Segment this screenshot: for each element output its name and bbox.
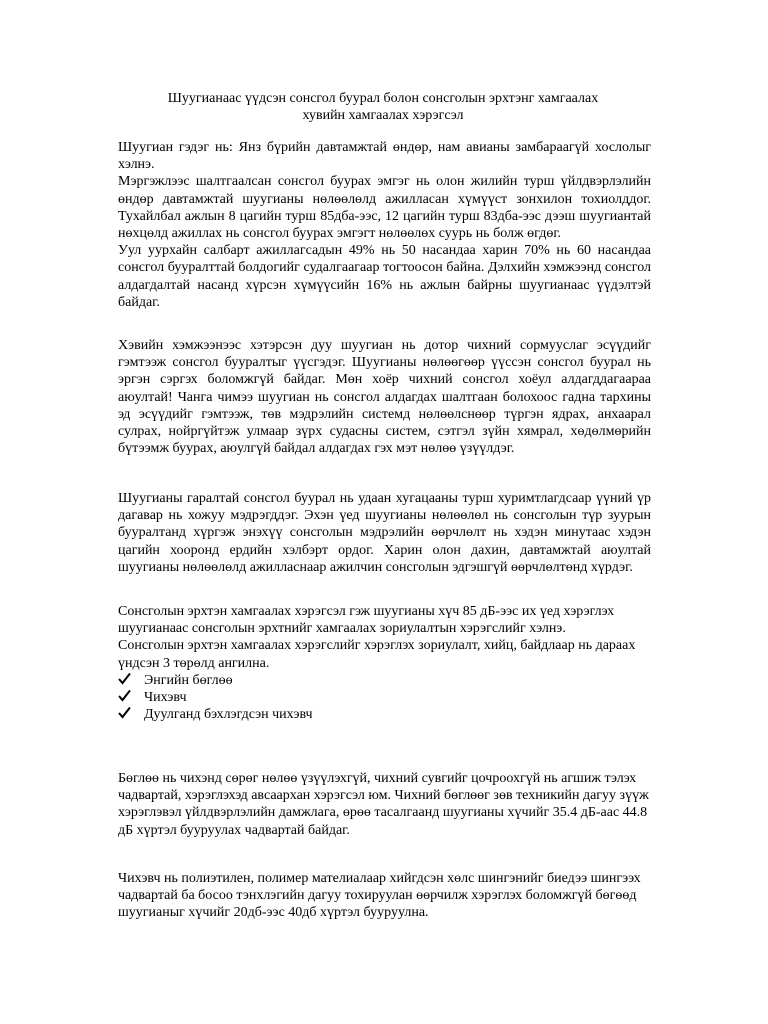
check-icon — [118, 689, 132, 707]
list-item — [118, 706, 651, 723]
paragraph-statistics: Уул уурхайн салбарт ажиллагсадын 49% нь 50 насандаа харин 70% нь 60 насандаа сонсгол бууралттай болдогийг судалгаагаар тогтоосон байна. Дэлхийн хэмжээнд сонсгол алдагдалтай насанд хүрсэн хүмүүсийн 16% нь ажлын байрны шуугианаас үүдэлтэй байдаг. — [118, 243, 651, 310]
list-item — [118, 672, 651, 689]
title-line-1: Шуугианаас үүдсэн сонсгол буурал болон сонсголын эрхтэнг хамгаалах — [167, 91, 599, 106]
section-earmuffs — [118, 870, 651, 922]
list-item-label: Чихэвч — [144, 690, 187, 706]
list-item-label: Дуулганд бэхлэгдсэн чихэвч — [144, 707, 313, 723]
title-line-2: хувийн хамгаалах хэрэгсэл — [302, 108, 464, 124]
protection-type-list — [118, 672, 651, 724]
paragraph-earplugs: Бөглөө нь чихэнд сөрөг нөлөө үзүүлэхгүй, чихний сувгийг цочроохгүй нь агшиж тэлэх чадвартай, хэрэглэхэд авсаархан хэрэгсэл юм. Чихний бөглөөг зөв техникийн дагуу зүүж хэрэглэвэл үйлдвэрлэлийн дамжлага, өрөө тасалгаанд шуугианы хүчийг 35.4 дБ-аас 44.8 дБ хүртэл бууруулах чадвартай байдаг. — [118, 771, 649, 838]
section-earplugs — [118, 770, 651, 839]
section-protection — [118, 603, 651, 723]
paragraph-protection-definition: Сонсголын эрхтэн хамгаалах хэрэгсэл гэж шуугианы хүч 85 дБ-ээс их үед хэрэглэх шуугианаас сонсголын эрхтнийг хамгаалах зориулалтын хэрэгслийг хэлнэ. — [118, 604, 615, 637]
paragraph-occupational: Мэргэжлээс шалтгаалсан сонсгол буурах эмгэг нь олон жилийн турш үйлдвэрлэлийн өндөр давтамжтай шуугианы нөлөөлөлд ажилласан хүмүүст зонхилон тохиолддог. Тухайлбал ажлын 8 цагийн турш 85дба-ээс, 12 цагийн турш 83дба-ээс дээш шуугиантай нөхцөлд ажиллах нь сонсгол буурах эмгэгт нөлөөлөх суурь нь болж өгдөг. — [118, 174, 651, 242]
list-item — [118, 689, 651, 706]
section-definition — [118, 139, 651, 311]
section-progression — [118, 490, 651, 576]
paragraph-classification: Сонсголын эрхтэн хамгаалах хэрэгслийг хэрэглэх зориулалт, хийц, байдлаар нь дараах үндсэн 3 төрөлд ангилна. — [118, 638, 636, 671]
paragraph-effects: Хэвийн хэмжээнээс хэтэрсэн дуу шуугиан нь дотор чихний сормууслаг эсүүдийг гэмтээж сонсгол бууралтыг үүсгэдэг. Шуугианы нөлөөгөөр үүссэн сонсгол буурал нь эргэн сэргэх боломжгүй байдаг. Мөн хоёр чихний сонсгол хоёул алдагддагаараа аюултай! Чанга чимээ шуугиан нь сонсгол алдагдах шалтгаан болохоос гадна тархины эд эсүүдийг гэмтээж, төв мэдрэлийн системд нөлөөлснөөр түргэн ядрах, анхаарал сулрах, нойргүйтэж улмаар зүрх судасны систем, сэтгэл зүйн хямрал, хөдөлмөрийн бүтээмж буурах, аюулгүй байдал алдагдах гэх мэт нөлөө үзүүлдэг. — [118, 338, 651, 457]
paragraph-definition: Шуугиан гэдэг нь: Янз бүрийн давтамжтай өндөр, нам авианы замбараагүй хослолыг хэлнэ. — [118, 140, 651, 173]
list-item-label: Энгийн бөглөө — [144, 672, 233, 688]
paragraph-progression: Шуугианы гаралтай сонсгол буурал нь удаан хугацааны турш хуримтлагдсаар үүний үр дагавар нь хожуу мэдрэгддэг. Эхэн үед шуугианы нөлөөлөл нь сонсголын түр зуурын бууралтанд хүргэж энэхүү сонсголын мэдрэлийн өөрчлөлт нь хэдэн минутаас хэдэн цагийн хооронд ердийн хэлбэрт ордог. Харин олон дахин, давтамжтай аюултай шуугианы нөлөөлөлд ажилласнаар ажилчин сонсголын эдгэшгүй өөрчлөлтөнд хүрдэг. — [118, 491, 651, 575]
check-icon — [118, 706, 132, 724]
section-effects — [118, 337, 651, 457]
check-icon — [118, 672, 132, 690]
document-title — [118, 90, 648, 124]
paragraph-earmuffs: Чихэвч нь полиэтилен, полимер мателиалаар хийгдсэн хөлс шингэнийг биедээ шингээх чадвартай ба босоо тэнхлэгийн дагуу тохируулан өөрчилж хэрэглэх боломжгүй бөгөөд шуугианыг хүчийг 20дб-ээс 40дб хүртэл бууруулна. — [118, 871, 641, 921]
